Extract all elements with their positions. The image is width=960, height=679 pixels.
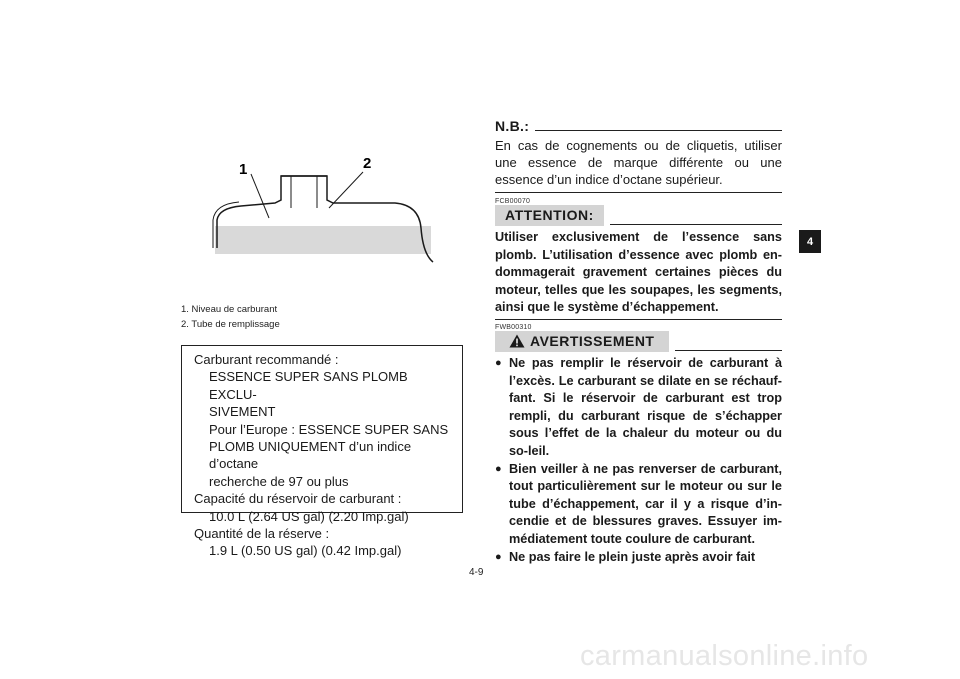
spec-line: PLOMB UNIQUEMENT d’un indice d’octane bbox=[209, 439, 412, 472]
nb-text: En cas de cognements ou de cliquetis, utiliser une essence de marque différente ou une essence d’un indice d’octane supérieur. bbox=[495, 138, 782, 187]
warning-bullet: ● Ne pas faire le plein juste après avoir fait bbox=[495, 549, 782, 567]
nb-heading bbox=[495, 118, 782, 134]
bullet-dot-icon: ● bbox=[495, 356, 502, 369]
spec-line: Capacité du réservoir de carburant : bbox=[194, 491, 402, 507]
divider bbox=[535, 130, 782, 131]
page-number: 4-9 bbox=[469, 567, 484, 578]
attention-code: FCB00070 bbox=[495, 198, 531, 205]
attention-text: Utiliser exclusivement de l’essence sans plomb. L’utilisation d’essence avec plomb en-dommagerait gravement certaines pièces du moteur, telles que les soupapes, les segments, ainsi que le système d’échappement. bbox=[495, 230, 782, 315]
chapter-tab: 4 bbox=[799, 230, 821, 253]
spec-line: 1.9 L (0.50 US gal) (0.42 Imp.gal) bbox=[209, 543, 402, 559]
spec-line: Carburant recommandé : bbox=[194, 352, 339, 367]
spec-line: recherche de 97 ou plus bbox=[209, 473, 349, 489]
caption-1: 1. Niveau de carburant bbox=[181, 304, 278, 315]
spec-line: SIVEMENT bbox=[209, 404, 276, 420]
spec-line: 10.0 L (2.64 US gal) (2.20 Imp.gal) bbox=[209, 508, 409, 524]
bullet-dot-icon: ● bbox=[495, 462, 502, 475]
figure-captions bbox=[181, 302, 280, 332]
attention-banner: ATTENTION: bbox=[495, 205, 604, 226]
attention-heading bbox=[495, 205, 782, 226]
warning-bullet: ● Bien veiller à ne pas renverser de carburant, tout particulièrement sur le moteur ou sur le tube d’échappement, car il y a risque d’in-cendie et de blessures graves. Essuyer im-médiatement toute coulure de carburant. bbox=[495, 461, 782, 549]
fuel-tank-illustration bbox=[205, 150, 445, 270]
warning-bullet: ● Ne pas remplir le réservoir de carburant à l’excès. Le carburant se dilate en se réchauf-fant. Si le réservoir de carburant est trop rempli, du carburant risque de s’échapper sous l’effet de la chaleur du moteur ou du so-leil. bbox=[495, 355, 782, 461]
caption-2: 2. Tube de remplissage bbox=[181, 319, 280, 330]
fuel-spec-box bbox=[181, 345, 463, 559]
divider bbox=[610, 224, 782, 225]
divider bbox=[495, 192, 782, 193]
spec-line: Quantité de la réserve : bbox=[194, 526, 330, 542]
divider bbox=[495, 319, 782, 320]
warning-banner: AVERTISSEMENT bbox=[495, 331, 669, 352]
spec-line: Pour l’Europe : ESSENCE SUPER SANS bbox=[209, 421, 449, 437]
spec-line: ESSENCE SUPER SANS PLOMB EXCLU- bbox=[209, 369, 408, 402]
callout-2: 2 bbox=[363, 155, 372, 172]
warning-code: FWB00310 bbox=[495, 323, 532, 331]
watermark: carmanualsonline.info bbox=[580, 640, 869, 672]
divider bbox=[675, 350, 782, 351]
bullet-dot-icon: ● bbox=[495, 550, 502, 563]
warning-triangle-icon bbox=[509, 334, 525, 348]
nb-label: N.B.: bbox=[495, 118, 530, 134]
callout-1: 1 bbox=[239, 161, 248, 178]
right-column bbox=[495, 118, 782, 566]
warning-heading bbox=[495, 331, 782, 352]
